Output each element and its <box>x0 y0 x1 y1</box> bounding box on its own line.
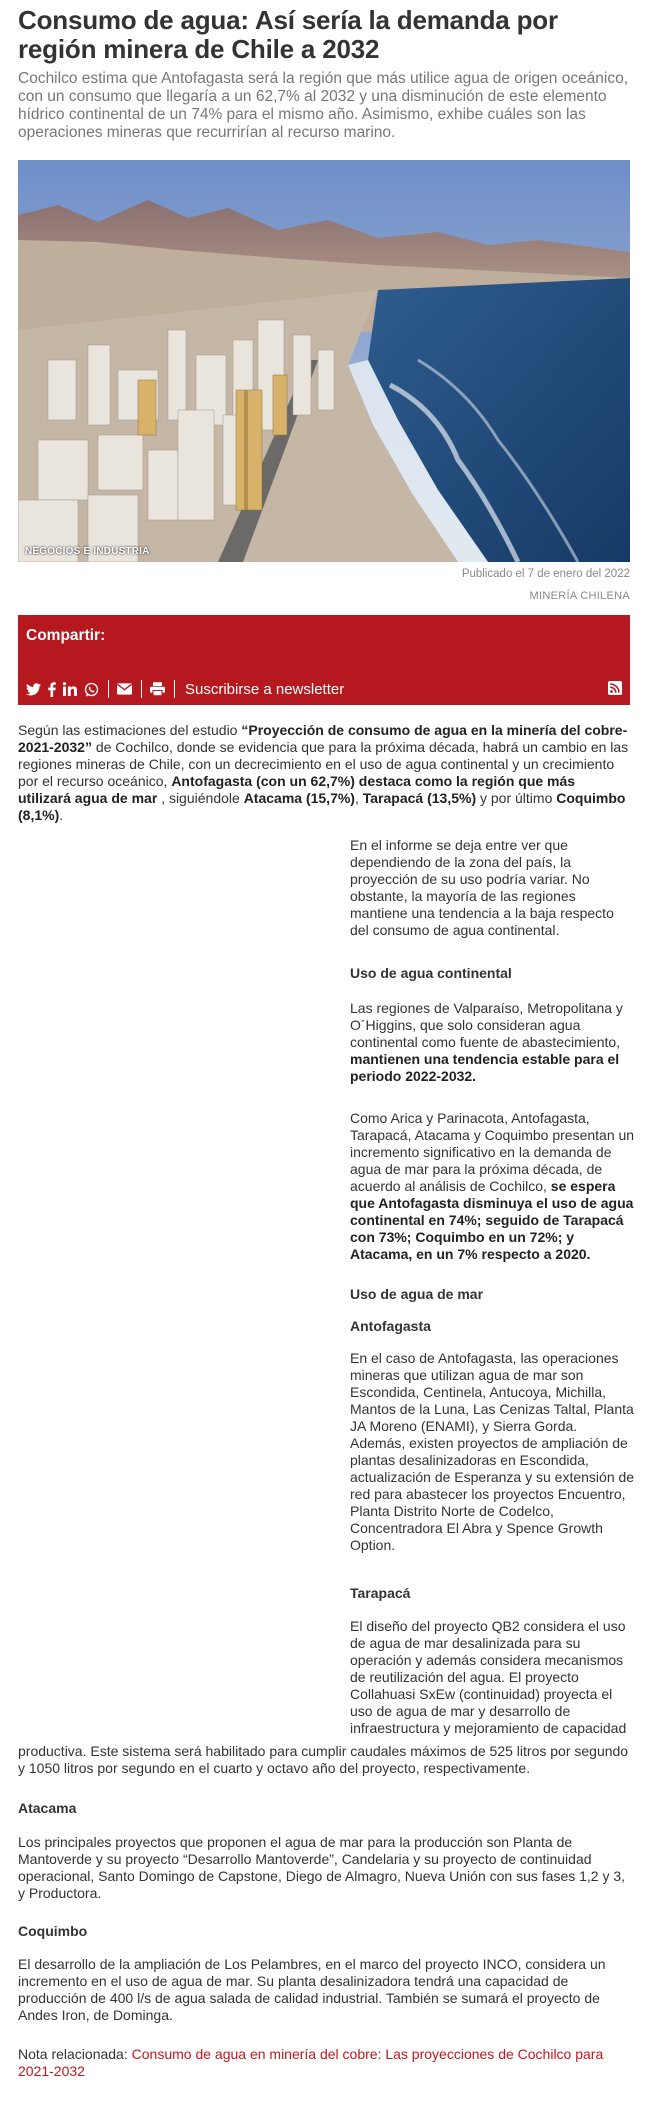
related-article-link[interactable]: Consumo de agua en minería del cobre: Las proyecciones de Cochilco para 2021-2032 <box>18 2046 604 2079</box>
article-title: Consumo de agua: Así sería la demanda por región minera de Chile a 2032 <box>18 5 558 64</box>
coastal-city-photo <box>18 160 630 562</box>
share-title: Compartir: <box>26 627 106 644</box>
region-heading-coquimbo: Coquimbo <box>18 1923 88 1939</box>
linkedin-icon[interactable] <box>63 680 77 698</box>
coquimbo-paragraph: El desarrollo de la ampliación de Los Pelambres, en el marco del proyecto INCO, considera un incremento en el uso de agua de mar. Su planta desalinizadora tendrá una capacidad de producción de 400 l/s de agua salada de calidad industrial. También se sumará el proyecto de Andes Iron, de Dominga. <box>18 1956 606 2023</box>
related-note <box>18 2046 630 2080</box>
share-divider <box>108 680 109 698</box>
twitter-icon[interactable] <box>26 680 41 698</box>
hero-image <box>18 160 630 562</box>
share-bar <box>18 615 630 705</box>
share-divider <box>141 680 142 698</box>
region-heading-atacama: Atacama <box>18 1800 77 1816</box>
regiones-paragraph: Las regiones de Valparaíso, Metropolitana y O´Higgins, que solo consideran agua continental como fuente de abastecimiento, mantienen una tendencia estable para el periodo 2022-2032. <box>350 1000 623 1084</box>
whatsapp-icon[interactable] <box>84 680 99 698</box>
section-heading: Uso de agua de mar <box>350 1286 484 1302</box>
tarapaca-paragraph: El diseño del proyecto QB2 considera el uso de agua de mar desalinizada para su operación y además considera mecanismos de reutilización del agua. El proyecto Collahuasi SxEw (continuidad) proyecta el uso de agua de mar y desarrollo de infraestructura y mejoramiento de capacidad <box>350 1618 627 1736</box>
arica-paragraph: Como Arica y Parinacota, Antofagasta, Tarapacá, Atacama y Coquimbo presentan un incremento significativo en la demanda de agua de mar para la próxima década, de acuerdo al análisis de Cochilco, se espera que Antofagasta disminuya el uso de agua continental en 74%; seguido de Tarapacá con 73%; Coquimbo en un 72%; y Atacama, en un 7% respecto a 2020. <box>350 1110 635 1262</box>
article-source: MINERÍA CHILENA <box>529 590 630 602</box>
intro-paragraph: Según las estimaciones del estudio “Proyección de consumo de agua en la minería del cobre-2021-2032” de Cochilco, donde se evidencia que para la próxima década, habrá un cambio en las regiones mineras de Chile, con un decrecimiento en el uso de agua continental y un crecimiento por el recurso oceánico, Antofagasta (con un 62,7%) destaca como la región que más utilizará agua de mar , siguiéndole Atacama (15,7%), Tarapacá (13,5%) y por último Coquimbo (8,1%). <box>18 722 629 823</box>
atacama-paragraph: Los principales proyectos que proponen el agua de mar para la producción son Planta de Mantoverde y su proyecto “Desarrollo Mantoverde”, Candelaria y su proyecto de continuidad operacional, Santo Domingo de Capstone, Diego de Almagro, Nueva Unión con sus fases 1,2 y 3, y Productora. <box>18 1834 626 1901</box>
informe-paragraph: En el informe se deja entre ver que dependiendo de la zona del país, la proyección de su uso podría variar. No obstante, la mayoría de las regiones mantiene una tendencia a la baja respecto del consumo de agua continental. <box>350 837 614 938</box>
tarapaca-paragraph-continued: productiva. Este sistema será habilitado para cumplir caudales máximos de 525 litros por segundo y 1050 litros por segundo en el cuarto y octavo año del proyecto, respectivamente. <box>18 1743 629 1776</box>
section-heading: Uso de agua continental <box>350 965 512 981</box>
region-heading-tarapaca: Tarapacá <box>350 1585 411 1601</box>
print-icon[interactable] <box>150 680 165 698</box>
article-lede: Cochilco estima que Antofagasta será la región que más utilice agua de origen oceánico, con un consumo que llegaría a un 62,7% al 2032 y una disminución de este elemento hídrico continental de un 74% para el mismo año. Asimismo, exhibe cuáles son las operaciones mineras que recurrirían al recurso marino. <box>18 70 629 141</box>
mail-icon[interactable] <box>117 680 132 698</box>
related-label: Nota relacionada: <box>18 2046 132 2062</box>
antofagasta-paragraph: En el caso de Antofagasta, las operaciones mineras que utilizan agua de mar son Escondida, Centinela, Antucoya, Michilla, Mantos de la Luna, Las Cenizas Taltal, Planta JA Moreno (ENAMI), y Sierra Gorda. Además, existen proyectos de ampliación de plantas desalinizadoras en Escondida, actualización de Esperanza y su extensión de red para abastecer los proyectos Encuentro, Planta Distrito Norte de Codelco, Concentradora El Abra y Spence Growth Option. <box>350 1350 635 1553</box>
published-date: Publicado el 7 de enero del 2022 <box>461 568 630 580</box>
facebook-icon[interactable] <box>48 680 56 698</box>
region-heading-antofagasta: Antofagasta <box>350 1318 431 1334</box>
image-caption: NEGOCIOS E INDUSTRIA <box>25 546 150 557</box>
newsletter-link[interactable]: Suscribirse a newsletter <box>185 680 345 698</box>
share-icons-row <box>26 679 344 699</box>
rss-icon[interactable] <box>608 681 622 700</box>
share-divider <box>174 680 175 698</box>
